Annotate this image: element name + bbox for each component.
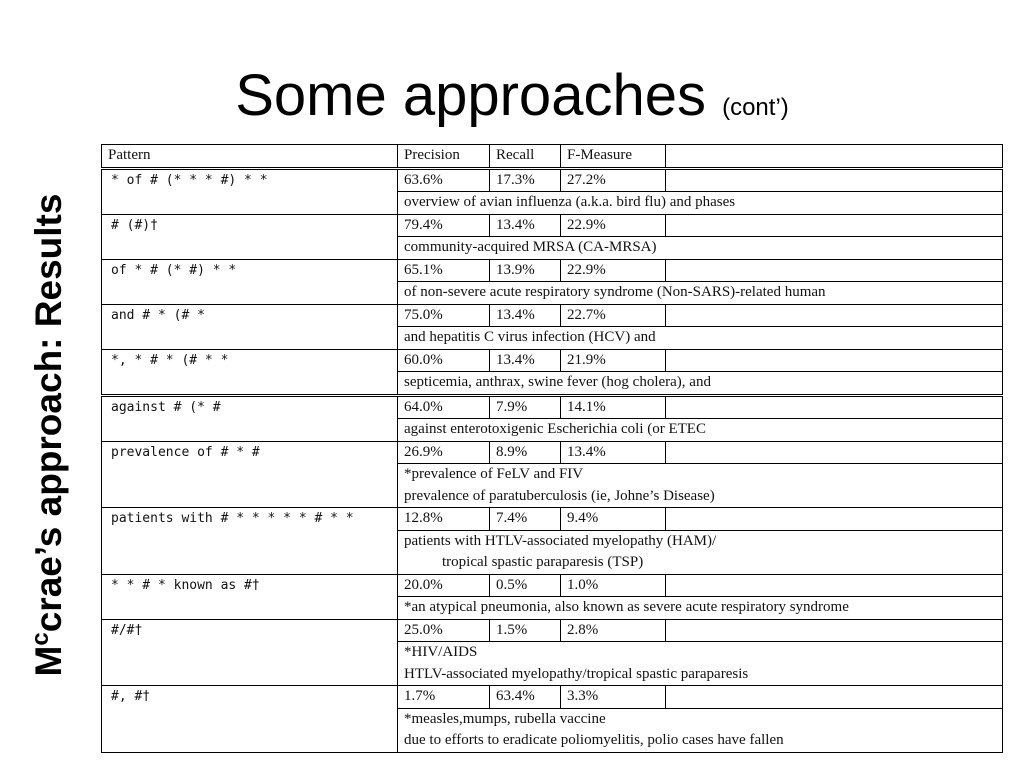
blank-cell xyxy=(666,574,1003,597)
precision-cell: 20.0% xyxy=(398,574,490,597)
fmeasure-cell: 14.1% xyxy=(561,395,666,419)
pattern-cell: prevalence of # * # xyxy=(102,441,398,508)
pattern-cell: of * # (* #) * * xyxy=(102,259,398,304)
precision-cell: 26.9% xyxy=(398,441,490,464)
example-line: patients with HTLV-associated myelopathy (HAM)/ xyxy=(404,532,717,549)
example-line: *measles,mumps, rubella vaccine xyxy=(404,710,606,727)
fmeasure-cell: 1.0% xyxy=(561,574,666,597)
blank-cell xyxy=(666,349,1003,372)
header-fmeasure: F-Measure xyxy=(561,145,666,169)
precision-cell: 79.4% xyxy=(398,214,490,237)
table-row xyxy=(102,395,1003,419)
header-pattern: Pattern xyxy=(102,145,398,169)
example-cell xyxy=(398,419,1003,442)
blank-cell xyxy=(666,304,1003,327)
example-line: *an atypical pneumonia, also known as severe acute respiratory syndrome xyxy=(404,599,849,615)
example-cell xyxy=(398,192,1003,215)
example-cell xyxy=(398,327,1003,350)
slide-title xyxy=(0,56,1024,148)
pattern-cell: * of # (* * * #) * * xyxy=(102,168,398,214)
recall-cell: 8.9% xyxy=(490,441,561,464)
recall-cell: 17.3% xyxy=(490,168,561,192)
blank-cell xyxy=(666,686,1003,709)
title-main: Some approaches xyxy=(235,63,706,128)
fmeasure-cell: 27.2% xyxy=(561,168,666,192)
pattern-cell: #/#† xyxy=(102,619,398,686)
example-cell xyxy=(398,642,1003,686)
example-cell xyxy=(398,597,1003,620)
fmeasure-cell: 21.9% xyxy=(561,349,666,372)
recall-cell: 63.4% xyxy=(490,686,561,709)
example-cell xyxy=(398,530,1003,574)
fmeasure-cell: 2.8% xyxy=(561,619,666,642)
precision-cell: 60.0% xyxy=(398,349,490,372)
precision-cell: 63.6% xyxy=(398,168,490,192)
example-cell xyxy=(398,237,1003,260)
example-line: *prevalence of FeLV and FIV xyxy=(404,466,584,482)
example-line: community-acquired MRSA (CA-MRSA) xyxy=(404,239,657,255)
example-line: against enterotoxigenic Escherichia coli (or ETEC xyxy=(404,421,706,437)
fmeasure-cell: 13.4% xyxy=(561,441,666,464)
example-line: due to efforts to eradicate poliomyelitis, polio cases have fallen xyxy=(404,732,784,748)
table-row xyxy=(102,304,1003,327)
side-label-prefix: M xyxy=(28,645,69,677)
pattern-cell: #, #† xyxy=(102,686,398,753)
blank-cell xyxy=(666,508,1003,531)
pattern-cell: patients with # * * * * * # * * xyxy=(102,508,398,575)
fmeasure-cell: 22.7% xyxy=(561,304,666,327)
recall-cell: 1.5% xyxy=(490,619,561,642)
recall-cell: 7.9% xyxy=(490,395,561,419)
table-row xyxy=(102,619,1003,642)
precision-cell: 12.8% xyxy=(398,508,490,531)
example-line: *HIV/AIDS xyxy=(404,644,478,660)
blank-cell xyxy=(666,259,1003,282)
example-cell xyxy=(398,464,1003,508)
pattern-cell: against # (* # xyxy=(102,395,398,441)
example-line: septicemia, anthrax, swine fever (hog cholera), and xyxy=(404,374,711,390)
side-label-sup: c xyxy=(27,632,54,646)
table-row xyxy=(102,259,1003,282)
pattern-cell: # (#)† xyxy=(102,214,398,259)
table-row xyxy=(102,349,1003,372)
precision-cell: 65.1% xyxy=(398,259,490,282)
precision-cell: 64.0% xyxy=(398,395,490,419)
example-cell xyxy=(398,708,1003,752)
header-recall: Recall xyxy=(490,145,561,169)
fmeasure-cell: 9.4% xyxy=(561,508,666,531)
table-row xyxy=(102,508,1003,531)
example-line: and hepatitis C virus infection (HCV) and xyxy=(404,329,656,345)
precision-cell: 25.0% xyxy=(398,619,490,642)
table-row xyxy=(102,574,1003,597)
example-line: HTLV-associated myelopathy/tropical spastic paraparesis xyxy=(404,665,749,682)
precision-cell: 75.0% xyxy=(398,304,490,327)
blank-cell xyxy=(666,214,1003,237)
fmeasure-cell: 22.9% xyxy=(561,259,666,282)
results-table xyxy=(101,144,1003,753)
example-line: prevalence of paratuberculosis (ie, Johne’s Disease) xyxy=(404,487,715,504)
example-line: tropical spastic paraparesis (TSP) xyxy=(442,554,644,570)
table-row xyxy=(102,214,1003,237)
blank-cell xyxy=(666,619,1003,642)
side-label xyxy=(20,125,78,745)
blank-cell xyxy=(666,168,1003,192)
pattern-cell: *, * # * (# * * xyxy=(102,349,398,395)
example-cell xyxy=(398,372,1003,396)
example-line: of non-severe acute respiratory syndrome (Non-SARS)-related human xyxy=(404,284,826,300)
pattern-cell: and # * (# * xyxy=(102,304,398,349)
blank-cell xyxy=(666,441,1003,464)
table-header-row xyxy=(102,145,1003,169)
recall-cell: 13.4% xyxy=(490,214,561,237)
fmeasure-cell: 22.9% xyxy=(561,214,666,237)
pattern-cell: * * # * known as #† xyxy=(102,574,398,619)
side-label-rest: crae’s approach: Results xyxy=(28,193,69,633)
fmeasure-cell: 3.3% xyxy=(561,686,666,709)
table-row xyxy=(102,686,1003,709)
precision-cell: 1.7% xyxy=(398,686,490,709)
table-row xyxy=(102,168,1003,192)
header-blank xyxy=(666,145,1003,169)
table-row xyxy=(102,441,1003,464)
recall-cell: 0.5% xyxy=(490,574,561,597)
title-sub: (cont’) xyxy=(722,94,789,121)
recall-cell: 13.4% xyxy=(490,304,561,327)
recall-cell: 7.4% xyxy=(490,508,561,531)
blank-cell xyxy=(666,395,1003,419)
recall-cell: 13.4% xyxy=(490,349,561,372)
header-precision: Precision xyxy=(398,145,490,169)
example-line: overview of avian influenza (a.k.a. bird flu) and phases xyxy=(404,194,736,210)
recall-cell: 13.9% xyxy=(490,259,561,282)
example-cell xyxy=(398,282,1003,305)
